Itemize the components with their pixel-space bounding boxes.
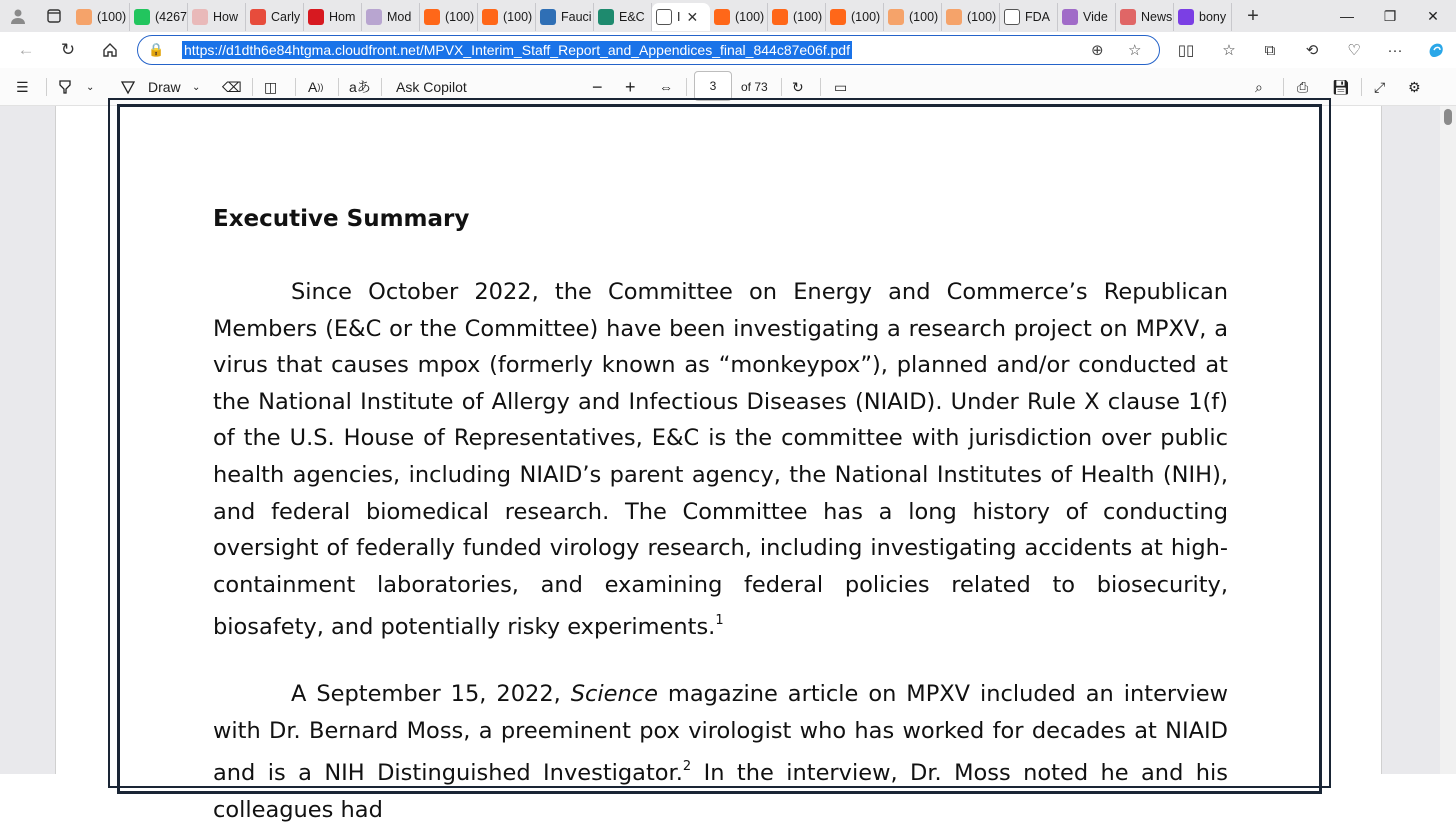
page-total: of 73: [741, 80, 768, 94]
footnote-2[interactable]: 2: [682, 759, 692, 775]
draw-button[interactable]: Draw: [148, 79, 181, 95]
split-screen-icon[interactable]: ▯▯: [1177, 42, 1195, 59]
tab-label: How: [213, 10, 239, 24]
tab-label: (4267: [155, 10, 187, 24]
restore-icon[interactable]: ❐: [1383, 7, 1397, 24]
print-icon[interactable]: ⎙: [1297, 78, 1309, 95]
scroll-thumb[interactable]: [1444, 109, 1452, 125]
browser-essentials-icon[interactable]: ♡: [1347, 42, 1361, 59]
profile-icon[interactable]: [0, 0, 36, 32]
substack-icon: [76, 9, 92, 25]
home-icon[interactable]: [90, 32, 130, 68]
tab-label: News: [1141, 10, 1173, 24]
substack-icon: [772, 9, 788, 25]
tab-15[interactable]: [942, 3, 1000, 31]
substack-icon: [888, 9, 904, 25]
tab-label: (100): [793, 10, 823, 24]
substack-icon: [830, 9, 846, 25]
tab-17[interactable]: [1058, 3, 1116, 31]
divider: [295, 78, 296, 96]
substack-icon: [946, 9, 962, 25]
page-number-input[interactable]: 3: [694, 71, 732, 101]
copilot-icon[interactable]: [1418, 32, 1454, 68]
fit-to-width-icon[interactable]: ⇔: [659, 79, 673, 95]
zoom-out-icon[interactable]: −: [592, 76, 603, 97]
fullscreen-icon[interactable]: ⤢: [1374, 78, 1386, 95]
tab-18[interactable]: [1116, 3, 1174, 31]
favorite-star-icon[interactable]: ☆: [1128, 42, 1142, 59]
yahoo-icon: [1178, 9, 1194, 25]
save-icon[interactable]: 💾︎: [1332, 78, 1350, 95]
tab-label: (100): [445, 10, 475, 24]
youtube-icon: [250, 9, 266, 25]
tab-label: I: [677, 10, 681, 24]
pdf-file-icon: [656, 9, 672, 25]
favorites-icon[interactable]: ☆: [1222, 42, 1236, 59]
divider: [252, 78, 253, 96]
address-bar[interactable]: [137, 35, 1160, 65]
tab-7[interactable]: [478, 3, 536, 31]
tab-12[interactable]: [768, 3, 826, 31]
tab-label: (100): [967, 10, 997, 24]
tab-4[interactable]: [304, 3, 362, 31]
section-heading: Executive Summary: [213, 206, 470, 232]
footnote-1[interactable]: 1: [715, 613, 724, 629]
tab-label: Hom: [329, 10, 356, 24]
contents-icon[interactable]: ☰: [16, 78, 29, 95]
tab-16[interactable]: [1000, 3, 1058, 31]
tab-actions-icon[interactable]: [36, 0, 72, 32]
close-window-icon[interactable]: ✕: [1427, 7, 1439, 24]
highlight-dropdown-icon[interactable]: ⌄: [86, 81, 95, 93]
shield-red-icon: [308, 9, 324, 25]
divider: [46, 78, 47, 96]
vertical-scrollbar[interactable]: [1440, 106, 1456, 774]
divider: [820, 78, 821, 96]
tab-label: bony: [1199, 10, 1227, 24]
minimize-icon[interactable]: —: [1340, 8, 1354, 24]
pdf-viewer[interactable]: [0, 106, 1440, 823]
file-icon: [1004, 9, 1020, 25]
paragraph-2: A September 15, 2022, Science magazine article on MPXV included an interview with Dr. Bernard Moss, a preeminent pox virologist who has worked for decades at NIAID and is a NIH Distinguished Investigator.$^2$ In the interview, Dr. Moss noted he and his colleagues had: [213, 681, 1228, 823]
translate-icon[interactable]: aあ: [349, 79, 371, 95]
substack-icon: [424, 9, 440, 25]
tab-3[interactable]: [246, 3, 304, 31]
a-icon: [366, 9, 382, 25]
tab-5[interactable]: [362, 3, 420, 31]
tab-label: (100): [97, 10, 127, 24]
tab-label: E&C: [619, 10, 645, 24]
lock-icon[interactable]: 🔒: [148, 42, 165, 57]
url-text[interactable]: https://d1dth6e84htgma.cloudfront.net/MPVX_Interim_Staff_Report_and_Appendices_final_844c87e06f.pdf: [184, 42, 850, 58]
eraser-icon[interactable]: ⌫: [222, 78, 242, 95]
divider: [381, 78, 382, 96]
divider: [686, 78, 687, 96]
tab-label: Carly: [271, 10, 301, 24]
tab-strip: [0, 0, 1456, 32]
g-icon: [134, 9, 150, 25]
tab-2[interactable]: [188, 3, 246, 31]
tab-label: (100): [851, 10, 881, 24]
tab-label: Vide: [1083, 10, 1108, 24]
tab-6[interactable]: [420, 3, 478, 31]
bi-icon: [192, 9, 208, 25]
substack-icon: [482, 9, 498, 25]
settings-gear-icon[interactable]: ⚙: [1408, 78, 1421, 95]
divider: [781, 78, 782, 96]
highlight-icon[interactable]: [57, 68, 73, 106]
address-bar-row: [0, 32, 1456, 68]
divider: [1283, 78, 1284, 96]
tab-label: Fauci: [561, 10, 592, 24]
news-icon: [1120, 9, 1136, 25]
people-icon: [540, 9, 556, 25]
tab-9[interactable]: [594, 3, 652, 31]
substack-icon: [714, 9, 730, 25]
tab-1[interactable]: [130, 3, 188, 31]
collections-icon[interactable]: ⧉: [1264, 41, 1276, 59]
tab-14[interactable]: [884, 3, 942, 31]
read-aloud-icon[interactable]: A )): [308, 79, 324, 95]
ask-copilot-button[interactable]: Ask Copilot: [396, 79, 467, 95]
tab-label: (100): [735, 10, 765, 24]
tab-label: (100): [503, 10, 533, 24]
text-box-icon[interactable]: ◫: [264, 78, 278, 95]
back-icon[interactable]: ←: [17, 40, 35, 59]
close-tab-icon[interactable]: ✕: [686, 8, 699, 25]
zoom-in-icon[interactable]: +: [625, 76, 636, 97]
new-tab-button[interactable]: +: [1247, 4, 1259, 27]
page-view-icon[interactable]: ▭: [834, 78, 848, 95]
draw-dropdown-icon[interactable]: ⌄: [192, 81, 201, 93]
tab-label: FDA: [1025, 10, 1050, 24]
zoom-icon[interactable]: ⊕: [1091, 42, 1104, 59]
pdf-page: [55, 106, 1382, 823]
tab-13[interactable]: [826, 3, 884, 31]
tab-0[interactable]: [72, 3, 130, 31]
history-icon[interactable]: ⟲: [1305, 42, 1319, 59]
divider: [1361, 78, 1362, 96]
tab-label: Mod: [387, 10, 412, 24]
tab-11[interactable]: [710, 3, 768, 31]
tab-8[interactable]: [536, 3, 594, 31]
power-icon: [598, 9, 614, 25]
star-icon: [1062, 9, 1078, 25]
divider: [338, 78, 339, 96]
tab-19[interactable]: [1174, 3, 1232, 31]
tab-label: (100): [909, 10, 939, 24]
tab-10[interactable]: [652, 3, 710, 31]
search-icon[interactable]: ⌕: [1255, 78, 1263, 95]
refresh-icon[interactable]: ↻: [60, 40, 76, 59]
paragraph-1: Since October 2022, the Committee on Energy and Commerce’s Republican Members (E&C or the Committee) have been investigating a research project on MPXV, a virus that causes mpox (formerly known as “monkeypox”), planned and/or conducted at the National Institute of Allergy and Infectious Diseases (NIAID). Under Rule X clause 1(f) of the U.S. House of Representatives, E&C is the committee with jurisdiction over public health agencies, including NIAID’s parent agency, the National Institutes of Health (NIH), and federal biomedical research. The Committee has a long history of conducting oversight of federally funded virology research, including investigating accidents at high-containment laboratories, and examining federal policies related to biosecurity, biosafety, and potentially risky experiments.$^1$: [213, 279, 1228, 641]
more-options-icon[interactable]: ···: [1387, 41, 1403, 59]
rotate-icon[interactable]: ↻: [792, 78, 804, 95]
